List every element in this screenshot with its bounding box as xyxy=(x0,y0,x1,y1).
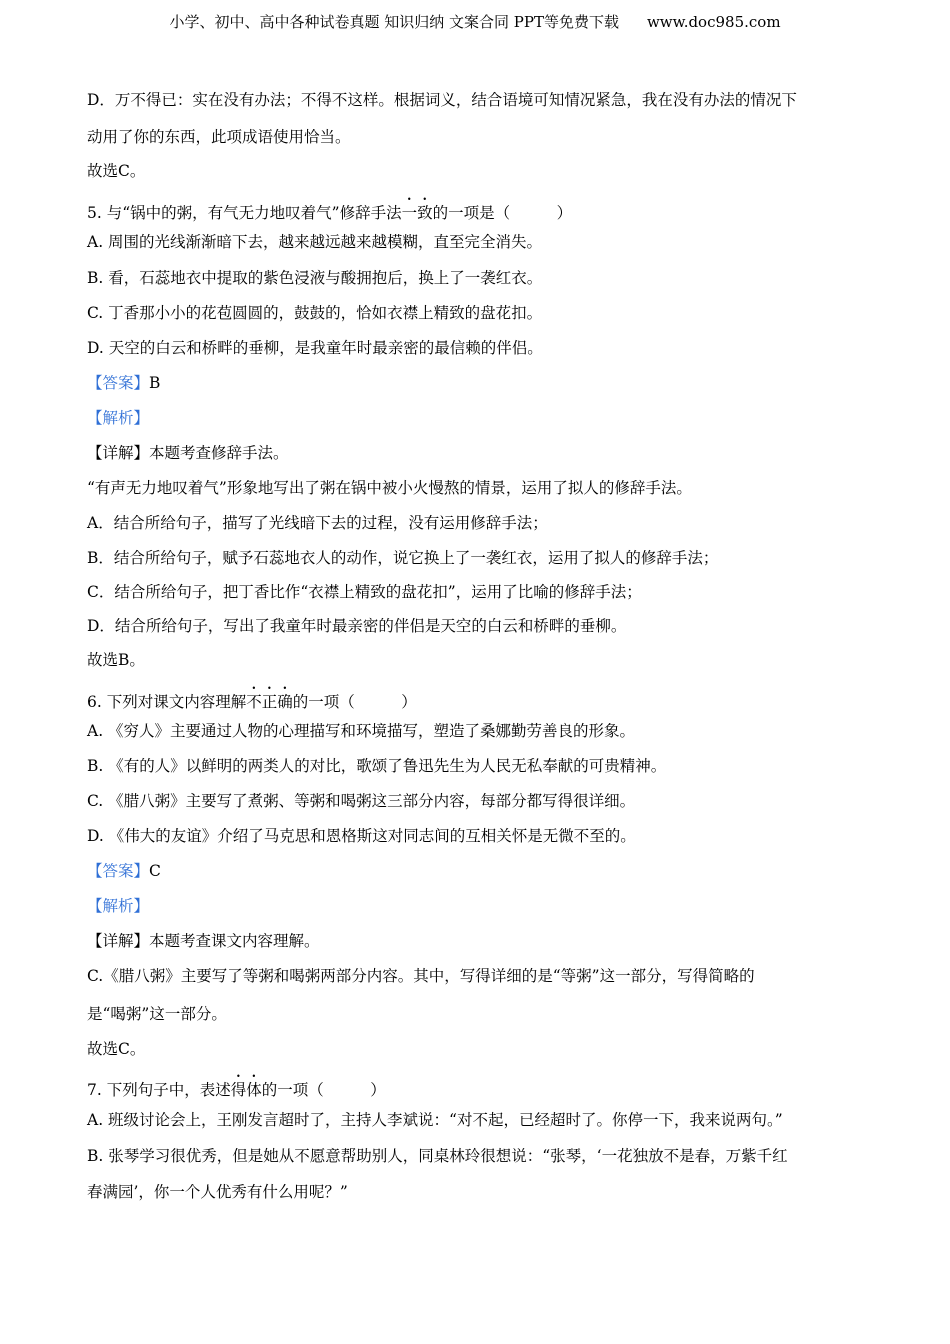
answer-tag: 【答案】 xyxy=(87,374,150,392)
text-line xyxy=(87,860,161,882)
text-line xyxy=(87,89,797,111)
text-line xyxy=(87,372,160,394)
text-line xyxy=(87,267,542,289)
line-text: D．万不得已：实在没有办法；不得不这样。根据词义，结合语境可知情况紧急，我在没有办法的情况下 xyxy=(87,91,797,109)
text-line xyxy=(87,1145,788,1167)
text-line xyxy=(87,547,718,569)
emphasized-words: 一致 xyxy=(401,204,433,222)
question-stem: 6. 下列对课文内容理解 xyxy=(87,693,247,711)
text-line xyxy=(87,581,642,603)
text-line xyxy=(87,755,666,777)
line-text: 动用了你的东西，此项成语使用恰当。 xyxy=(87,128,351,146)
line-text: D．结合所给句子，写出了我童年时最亲密的伴侣是天空的白云和桥畔的垂柳。 xyxy=(87,617,627,635)
line-text: B. 《有的人》以鲜明的两类人的对比，歌颂了鲁迅先生为人民无私奉献的可贵精神。 xyxy=(87,757,667,775)
line-text: 故选C。 xyxy=(87,162,146,180)
text-line xyxy=(87,1072,386,1101)
line-text: C. 《腊八粥》主要写了煮粥、等粥和喝粥这三部分内容，每部分都写得很详细。 xyxy=(87,792,636,810)
answer-tag: 【答案】 xyxy=(87,862,150,880)
text-line xyxy=(87,407,149,429)
text-line xyxy=(87,442,289,464)
line-text: A. 周围的光线渐渐暗下去，越来越远越来越模糊，直至完全消失。 xyxy=(87,233,543,251)
line-text: D. 天空的白云和桥畔的垂柳，是我童年时最亲密的最信赖的伴侣。 xyxy=(87,339,543,357)
line-text: 是“喝粥”这一部分。 xyxy=(87,1005,227,1023)
question-stem: 7. 下列句子中，表述 xyxy=(87,1081,231,1099)
text-line xyxy=(87,477,692,499)
line-text: A．结合所给句子，描写了光线暗下去的过程，没有运用修辞手法； xyxy=(87,514,548,532)
emphasized-words: 不正确 xyxy=(246,693,293,711)
text-line xyxy=(87,160,145,182)
line-text: 春满园’，你一个人优秀有什么用呢？” xyxy=(87,1183,348,1201)
text-line xyxy=(87,649,145,671)
text-line xyxy=(87,1038,145,1060)
question-stem-end: 的一项（ ） xyxy=(292,693,417,711)
line-text: 故选C。 xyxy=(87,1040,146,1058)
text-line xyxy=(87,195,572,224)
text-line xyxy=(87,302,542,324)
text-line xyxy=(87,337,543,359)
question-stem-end: 的一项（ ） xyxy=(261,1081,386,1099)
page-header xyxy=(0,12,950,32)
line-text: “有声无力地叹着气”形象地写出了粥在锅中被小火慢熬的情景，运用了拟人的修辞手法。 xyxy=(87,479,692,497)
line-text: 【详解】本题考查修辞手法。 xyxy=(87,444,289,462)
line-text: B xyxy=(149,374,161,392)
text-line xyxy=(87,684,417,713)
answer-tag: 【解析】 xyxy=(87,897,150,915)
line-text: A. 《穷人》主要通过人物的心理描写和环境描写，塑造了桑娜勤劳善良的形象。 xyxy=(87,722,636,740)
text-line xyxy=(87,615,626,637)
text-line xyxy=(87,790,635,812)
text-line xyxy=(87,126,351,148)
text-line xyxy=(87,1181,348,1203)
line-text: C．结合所给句子，把丁香比作“衣襟上精致的盘花扣”，运用了比喻的修辞手法； xyxy=(87,583,642,601)
text-line xyxy=(87,720,635,742)
line-text: C xyxy=(149,862,161,880)
text-line xyxy=(87,512,548,534)
question-stem: 5. 与“锅中的粥，有气无力地叹着气”修辞手法 xyxy=(87,204,402,222)
text-line xyxy=(87,965,755,987)
question-stem-end: 的一项是（ ） xyxy=(432,204,573,222)
text-line xyxy=(87,895,149,917)
line-text: A. 班级讨论会上，王刚发言超时了，主持人李斌说：“对不起，已经超时了。你停一下，我来说两句。” xyxy=(87,1111,783,1129)
line-text: 故选B。 xyxy=(87,651,145,669)
text-line xyxy=(87,1003,227,1025)
header-url[interactable]: www.doc985.com xyxy=(646,13,781,31)
header-text: 小学、初中、高中各种试卷真题 知识归纳 文案合同 PPT等免费下载 xyxy=(169,13,619,31)
line-text: B．结合所给句子，赋予石蕊地衣人的动作，说它换上了一袭红衣，运用了拟人的修辞手法； xyxy=(87,549,719,567)
line-text: B. 张琴学习很优秀，但是她从不愿意帮助别人，同桌林玲很想说：“张琴，‘一花独放不是春，万紫千红 xyxy=(87,1147,788,1165)
text-line xyxy=(87,930,320,952)
text-line xyxy=(87,231,542,253)
emphasized-words: 得体 xyxy=(230,1081,262,1099)
text-line xyxy=(87,825,636,847)
line-text: C. 丁香那小小的花苞圆圆的，鼓鼓的，恰如衣襟上精致的盘花扣。 xyxy=(87,304,543,322)
line-text: D. 《伟大的友谊》介绍了马克思和恩格斯这对同志间的互相关怀是无微不至的。 xyxy=(87,827,636,845)
line-text: 【详解】本题考查课文内容理解。 xyxy=(87,932,320,950)
text-line xyxy=(87,1109,783,1131)
line-text: C.《腊八粥》主要写了等粥和喝粥两部分内容。其中，写得详细的是“等粥”这一部分，写得简略的 xyxy=(87,967,755,985)
line-text: B. 看，石蕊地衣中提取的紫色浸液与酸拥抱后，换上了一袭红衣。 xyxy=(87,269,543,287)
answer-tag: 【解析】 xyxy=(87,409,150,427)
